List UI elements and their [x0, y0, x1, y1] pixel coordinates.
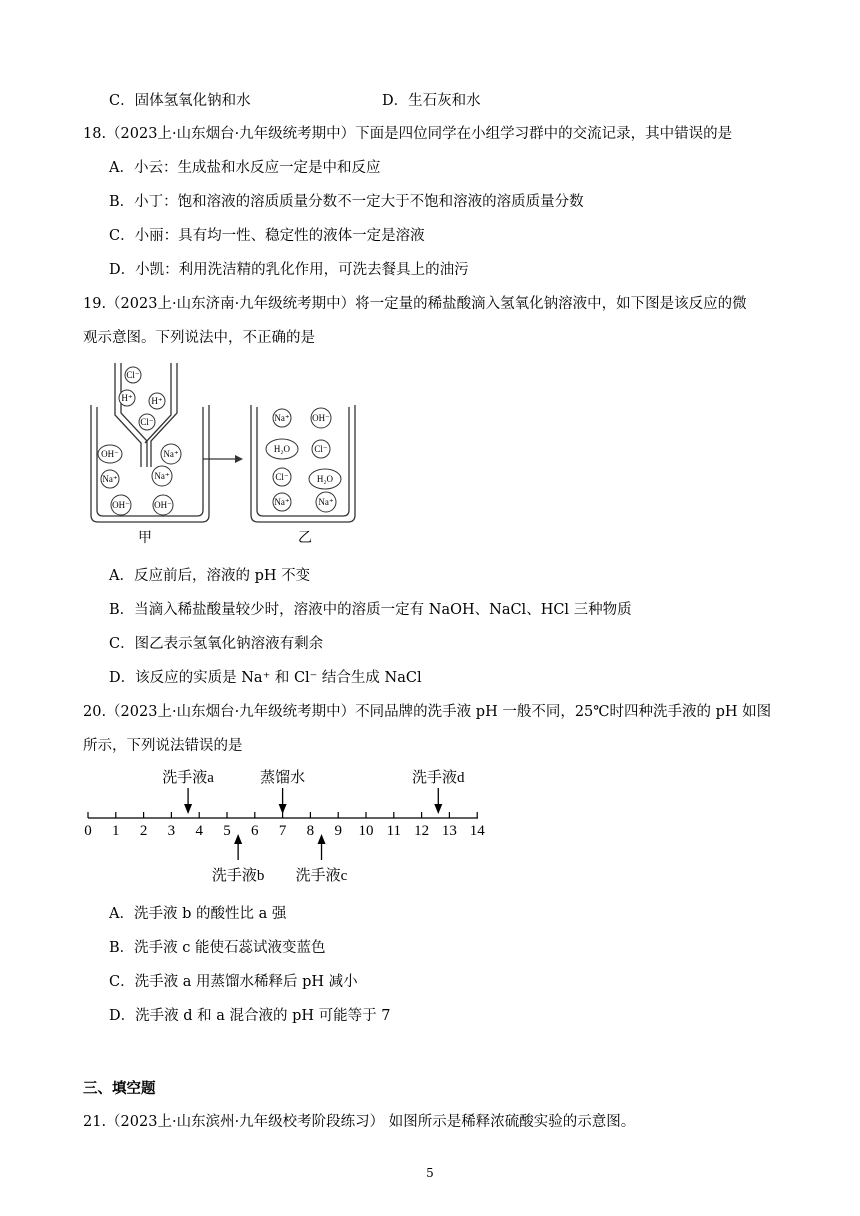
ph-tick-label: 5	[223, 823, 231, 839]
beaker-particle: OH⁻	[112, 500, 130, 510]
section-title: 三、填空题	[83, 1080, 156, 1097]
q19-stem-continued: 观示意图。下列说法中，不正确的是	[83, 330, 315, 346]
ph-marker-label: 洗手液a	[162, 770, 214, 786]
q19-option-d: D．该反应的实质是 Na⁺ 和 Cl⁻ 结合生成 NaCl	[109, 670, 422, 686]
beaker-particle: Na⁺	[102, 474, 118, 484]
ph-tick-label: 11	[386, 823, 402, 839]
beaker-particle: Na⁺	[274, 413, 290, 423]
page-number: 5	[426, 1166, 434, 1180]
beaker-particle: H₂O	[316, 474, 334, 484]
beaker-particle: OH⁻	[101, 449, 119, 459]
q18-stem: 18.（2023上·山东烟台·九年级统考期中）下面是四位同学在小组学习群中的交流记录，其中错误的是	[83, 126, 733, 142]
label-yi: 乙	[298, 531, 312, 546]
ph-tick-label: 12	[414, 823, 430, 839]
ph-marker	[296, 834, 348, 884]
q20-option-b: B．洗手液 c 能使石蕊试液变蓝色	[109, 940, 326, 956]
q21-stem: 21.（2023上·山东滨州·九年级校考阶段练习） 如图所示是稀释浓硫酸实验的示意图。	[83, 1114, 636, 1130]
ph-marker	[162, 768, 214, 814]
ph-tick-label: 7	[278, 823, 287, 839]
beaker-particle: Cl⁻	[275, 472, 289, 482]
q19-reaction-diagram	[85, 355, 375, 550]
ph-marker-label: 洗手液c	[295, 868, 348, 884]
ph-tick-label: 10	[358, 823, 374, 839]
ph-marker-label: 洗手液b	[211, 868, 265, 884]
q18-option-c: C．小丽：具有均一性、稳定性的液体一定是溶液	[109, 228, 425, 244]
ph-tick-label: 1	[112, 823, 120, 839]
beaker-particle: Na⁺	[154, 471, 170, 481]
beaker-particle: Na⁺	[318, 497, 334, 507]
q18-option-d: D．小凯：利用洗洁精的乳化作用，可洗去餐具上的油污	[109, 262, 469, 278]
q20-option-a: A．洗手液 b 的酸性比 a 强	[109, 906, 287, 922]
q17-option-d: D．生石灰和水	[382, 93, 481, 109]
q20-ph-scale	[80, 760, 500, 890]
beaker-particle: OH⁻	[312, 413, 330, 423]
ph-tick-label: 13	[441, 823, 457, 839]
ph-tick-label: 6	[251, 823, 259, 839]
q20-option-d: D．洗手液 d 和 a 混合液的 pH 可能等于 7	[109, 1008, 391, 1024]
funnel-particle: H⁺	[151, 396, 163, 406]
q19-stem: 19.（2023上·山东济南·九年级统考期中）将一定量的稀盐酸滴入氢氧化钠溶液中，如下图是该反应的微	[83, 296, 747, 312]
q19-option-c: C．图乙表示氢氧化钠溶液有剩余	[109, 636, 324, 652]
ph-tick-label: 14	[469, 823, 485, 839]
funnel-particle: Cl⁻	[126, 370, 140, 380]
ph-tick-label: 4	[195, 823, 203, 839]
ph-tick-label: 8	[306, 823, 315, 839]
q20-option-c: C．洗手液 a 用蒸馏水稀释后 pH 减小	[109, 974, 358, 990]
label-jia: 甲	[138, 531, 152, 546]
ph-marker	[412, 768, 465, 814]
ph-tick-label: 2	[139, 823, 148, 839]
q19-option-a: A．反应前后，溶液的 pH 不变	[109, 568, 311, 584]
ph-marker-label: 蒸馏水	[260, 770, 306, 786]
ph-tick-label: 9	[334, 823, 342, 839]
q20-stem: 20.（2023上·山东烟台·九年级统考期中）不同品牌的洗手液 pH 一般不同，25℃时四种洗手液的 pH 如图	[83, 704, 772, 720]
ph-marker	[212, 834, 265, 884]
beaker-particle: Na⁺	[274, 497, 290, 507]
q20-stem-continued: 所示，下列说法错误的是	[83, 738, 243, 754]
q18-option-b: B．小丁：饱和溶液的溶质质量分数不一定大于不饱和溶液的溶质质量分数	[109, 194, 584, 210]
q18-option-a: A．小云：生成盐和水反应一定是中和反应	[109, 160, 381, 176]
ph-tick-label: 3	[167, 823, 176, 839]
beaker-particle: Cl⁻	[314, 444, 328, 454]
ph-marker	[260, 768, 305, 814]
q19-option-b: B．当滴入稀盐酸量较少时，溶液中的溶质一定有 NaOH、NaCl、HCl 三种物质	[109, 602, 632, 618]
ph-tick-label: 0	[84, 823, 92, 839]
beaker-particle: H₂O	[273, 444, 291, 454]
ph-marker-label: 洗手液d	[412, 770, 465, 786]
beaker-particle: OH⁻	[154, 500, 172, 510]
funnel-particle: H⁺	[121, 393, 133, 403]
beaker-particle: Na⁺	[163, 449, 179, 459]
funnel-particle: Cl⁻	[140, 417, 154, 427]
beaker-yi	[251, 405, 355, 522]
q17-option-c: C．固体氢氧化钠和水	[109, 93, 251, 109]
